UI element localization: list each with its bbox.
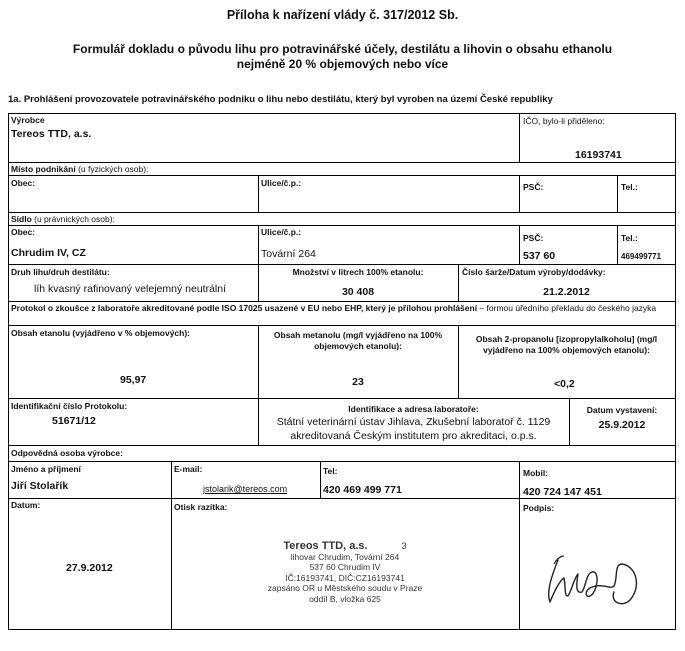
company-stamp: [220, 541, 470, 604]
ulice-value: Tovární 264: [261, 248, 316, 260]
form-title-line1: Formulář dokladu o původu lihu pro potravinářské účely, destilátu a lihovin o obsahu ethanolu: [72, 42, 613, 56]
email-value[interactable]: jstolarik@tereos.com: [203, 484, 288, 494]
psc-label: PSČ:: [523, 233, 544, 243]
sidlo-label: Sídlo (u právnických osob):: [11, 214, 115, 224]
mnozstvi-label: Množství v litrech 100% etanolu:: [292, 267, 424, 277]
table-border-left: [8, 113, 9, 630]
stamp-number: 3: [401, 541, 407, 551]
ulice-label-fyz: Ulice/č.p.:: [261, 178, 302, 188]
obec-label: Obec:: [11, 227, 36, 237]
email-label: E-mail:: [174, 464, 203, 474]
stamp-company-name: Tereos TTD, a.s. 3: [283, 540, 407, 552]
vyrobce-label: Výrobce: [11, 115, 45, 125]
stamp-line6: oddíl B, vložka 625: [309, 593, 381, 604]
druh-value: líh kvasný rafinovaný velejemný neutrální: [34, 283, 227, 295]
datum-vystaveni-label: Datum vystavení:: [586, 405, 658, 415]
psc-label-fyz: PSČ:: [523, 182, 544, 192]
psc-value: 537 60: [523, 250, 556, 262]
obsah-ethanolu-value: 95,97: [120, 374, 147, 386]
tel-value: 469499771: [621, 252, 662, 261]
datum-value: 27.9.2012: [66, 562, 113, 574]
laborator-label: Identifikace a adresa laboratoře:: [348, 404, 479, 414]
obsah-metanolu-label: Obsah metanolu (mg/l vyjádřeno na 100% objemových etanolu):: [273, 330, 443, 351]
mobil-value: 420 724 147 451: [523, 486, 602, 498]
tel-osoba-value: 420 469 499 771: [323, 484, 402, 496]
jmeno-value: Jiří Stolařík: [11, 480, 69, 492]
tel-label-fyz: Tel.:: [621, 182, 638, 192]
druh-label: Druh lihu/druh destilátu:: [11, 267, 110, 277]
vyrobce-value: Tereos TTD, a.s.: [11, 128, 92, 140]
ulice-label: Ulice/č.p.:: [261, 227, 302, 237]
obsah-metanolu-value: 23: [352, 376, 364, 388]
mobil-label: Mobil:: [523, 468, 549, 478]
obsah-propanolu-label: Obsah 2-propanolu [izopropylalkoholu] (mg/l vyjádřeno na 100% objemových etanolu):: [475, 334, 658, 355]
stamp-line4: IČ:16193741, DIČ:CZ16193741: [285, 572, 405, 583]
odpovedna-osoba-label: Odpovědná osoba výrobce:: [11, 448, 123, 458]
page-title: Příloha k nařízení vlády č. 317/2012 Sb.: [226, 8, 459, 22]
obsah-ethanolu-label: Obsah etanolu (vyjádřeno v % objemových):: [11, 328, 191, 338]
obsah-propanolu-value: <0,2: [554, 378, 575, 390]
sarze-value: 21.2.2012: [543, 286, 590, 298]
misto-podnikani-label: Místo podnikání (u fyzických osob):: [11, 164, 149, 174]
obec-label-fyz: Obec:: [11, 178, 36, 188]
mnozstvi-value: 30 408: [341, 286, 375, 298]
datum-label: Datum:: [11, 500, 41, 510]
table-border-right: [675, 113, 676, 630]
stamp-line5: zapsáno OR u Městského soudu v Praze: [267, 583, 423, 593]
laborator-value2: akreditovaná Českým institutem pro akreditaci, o.p.s.: [290, 430, 537, 442]
protokol-text: Protokol o zkoušce z laboratoře akreditované podle ISO 17025 usazené v EU nebo EHP, který je přílohou prohlášení – formou úředního překladu do českého jazyka: [11, 303, 657, 313]
ico-value: 16193741: [575, 149, 622, 161]
datum-vystaveni-value: 25.9.2012: [598, 419, 646, 431]
section-heading: 1a. Prohlášení provozovatele potravinářského podniku o lihu nebo destilátu, který byl vyroben na území České republiky: [8, 94, 553, 105]
podpis-label: Podpis:: [523, 503, 555, 513]
protokol-cislo-value: 51671/12: [52, 415, 96, 427]
sarze-label: Číslo šarže/Datum výroby/dodávky:: [462, 267, 606, 277]
tel-label: Tel.:: [621, 233, 638, 243]
obec-value: Chrudim IV, CZ: [11, 247, 86, 259]
stamp-line3: 537 60 Chrudim IV: [309, 562, 381, 572]
form-title-line2: nejméně 20 % objemových nebo více: [236, 57, 449, 71]
ico-label: IČO, bylo-li přiděleno:: [523, 116, 605, 126]
handwritten-signature: [530, 530, 670, 620]
protokol-cislo-label: Identifikační číslo Protokolu:: [11, 401, 128, 411]
jmeno-label: Jméno a příjmení: [11, 464, 81, 474]
stamp-line2: lihovar Chrudim, Tovární 264: [290, 551, 400, 562]
tel-osoba-label: Tel:: [323, 466, 338, 476]
otisk-label: Otisk razítka:: [174, 502, 228, 512]
laborator-value1: Státní veterinární ústav Jihlava, Zkušební laboratoř č. 1129: [276, 416, 551, 428]
